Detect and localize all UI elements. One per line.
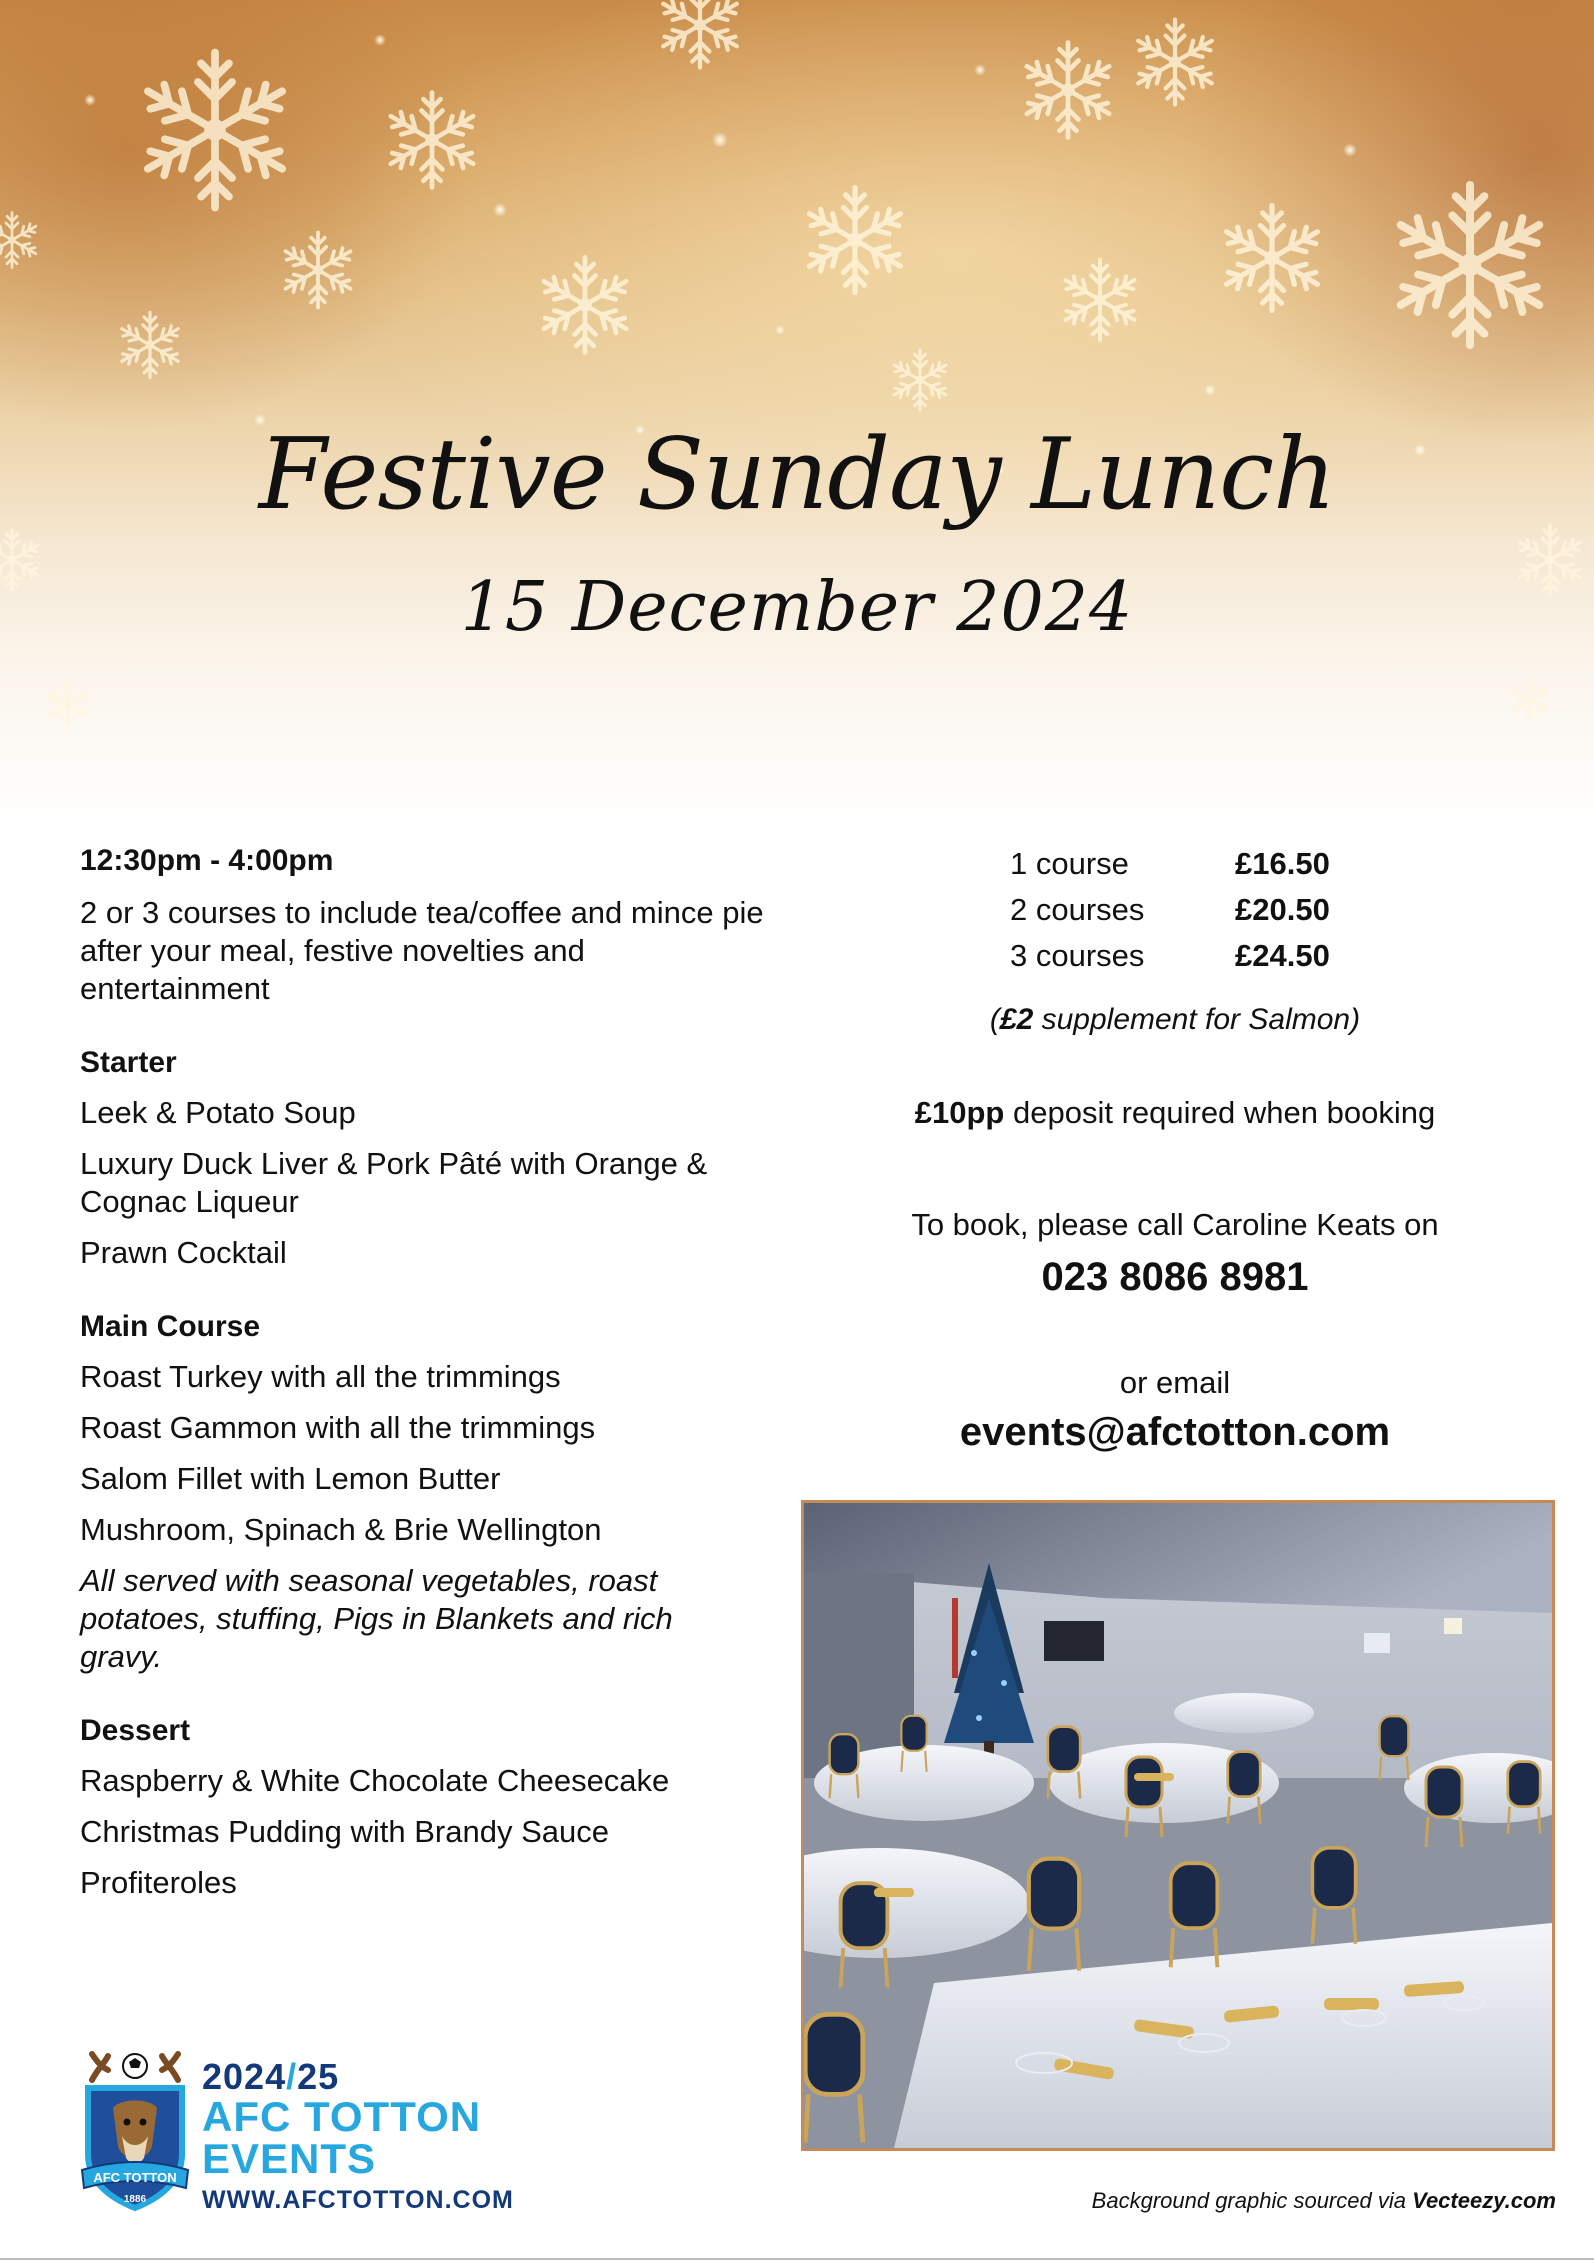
starter-heading: Starter xyxy=(80,1046,177,1079)
logo-year-start: 2024 xyxy=(202,2056,287,2097)
menu-column xyxy=(80,842,780,1915)
starter-section xyxy=(80,1044,780,1272)
logo-events-label: EVENTS xyxy=(202,2135,377,2182)
page-bottom-divider xyxy=(0,2258,1594,2260)
deposit-note xyxy=(800,1095,1550,1131)
badge-text: AFC TOTTON xyxy=(93,2170,177,2185)
stag-badge-icon xyxy=(78,2050,194,2220)
badge-year: 1886 xyxy=(123,2194,147,2205)
price-row xyxy=(1010,938,1330,984)
afc-totton-events-logo xyxy=(78,2050,518,2220)
price-label: 2 courses xyxy=(1010,892,1145,927)
menu-item: Leek & Potato Soup xyxy=(80,1095,356,1130)
price-row xyxy=(1010,892,1330,938)
menu-item: Roast Turkey with all the trimmings xyxy=(80,1359,561,1394)
price-row xyxy=(1010,846,1330,892)
event-description: 2 or 3 courses to include tea/coffee and mince pie after your meal, festive novelties and entertainment xyxy=(80,895,764,1006)
menu-item: Luxury Duck Liver & Pork Pâté with Orange & Cognac Liqueur xyxy=(80,1146,708,1219)
price-label: 3 courses xyxy=(1010,938,1145,973)
menu-item: Raspberry & White Chocolate Cheesecake xyxy=(80,1763,670,1798)
supplement-amount: £2 xyxy=(999,1003,1034,1036)
logo-club-name: AFC TOTTON xyxy=(202,2093,482,2140)
or-email-label: or email xyxy=(1119,1365,1231,1400)
snowflake-decoration xyxy=(0,0,1594,830)
main-course-section xyxy=(80,1308,780,1676)
menu-item: Mushroom, Spinach & Brie Wellington xyxy=(80,1512,602,1547)
event-time: 12:30pm - 4:00pm xyxy=(80,844,334,877)
booking-email-link[interactable]: events@afctotton.com xyxy=(959,1410,1391,1454)
deposit-amount: £10pp xyxy=(914,1095,1005,1130)
function-room-photo xyxy=(801,1500,1555,2151)
supplement-text: supplement for Salmon) xyxy=(1033,1003,1361,1036)
main-course-note: All served with seasonal vegetables, roast potatoes, stuffing, Pigs in Blankets and rich gravy. xyxy=(80,1563,673,1674)
festive-header-background xyxy=(0,0,1594,830)
deposit-text: deposit required when booking xyxy=(1004,1095,1436,1130)
booking-instruction: To book, please call Caroline Keats on xyxy=(911,1207,1439,1242)
background-credit xyxy=(900,2188,1556,2214)
credit-text: Background graphic sourced via xyxy=(1091,2188,1413,2213)
booking-phone-number[interactable]: 023 8086 8981 xyxy=(1041,1255,1309,1299)
menu-item: Christmas Pudding with Brandy Sauce xyxy=(80,1814,609,1849)
price-value: £24.50 xyxy=(1235,938,1330,973)
logo-year-end: 25 xyxy=(297,2056,340,2097)
main-course-heading: Main Course xyxy=(80,1310,261,1343)
logo-website[interactable]: WWW.AFCTOTTON.COM xyxy=(202,2186,514,2214)
menu-item: Roast Gammon with all the trimmings xyxy=(80,1410,596,1445)
menu-item: Profiteroles xyxy=(80,1865,237,1900)
logo-season xyxy=(202,2056,339,2098)
price-label: 1 course xyxy=(1010,846,1129,881)
dessert-heading: Dessert xyxy=(80,1714,191,1747)
salmon-supplement-note xyxy=(800,1003,1550,1037)
logo-year-slash: / xyxy=(286,2056,298,2097)
event-date: 15 December 2024 xyxy=(460,568,1134,647)
credit-source[interactable]: Vecteezy.com xyxy=(1412,2188,1556,2213)
event-title: Festive Sunday Lunch xyxy=(258,418,1336,532)
supplement-open: ( xyxy=(989,1003,1000,1036)
price-value: £20.50 xyxy=(1235,892,1330,927)
menu-item: Salom Fillet with Lemon Butter xyxy=(80,1461,501,1496)
price-value: £16.50 xyxy=(1235,846,1330,881)
price-list xyxy=(1010,846,1330,984)
menu-item: Prawn Cocktail xyxy=(80,1235,287,1270)
dessert-section xyxy=(80,1712,780,1902)
